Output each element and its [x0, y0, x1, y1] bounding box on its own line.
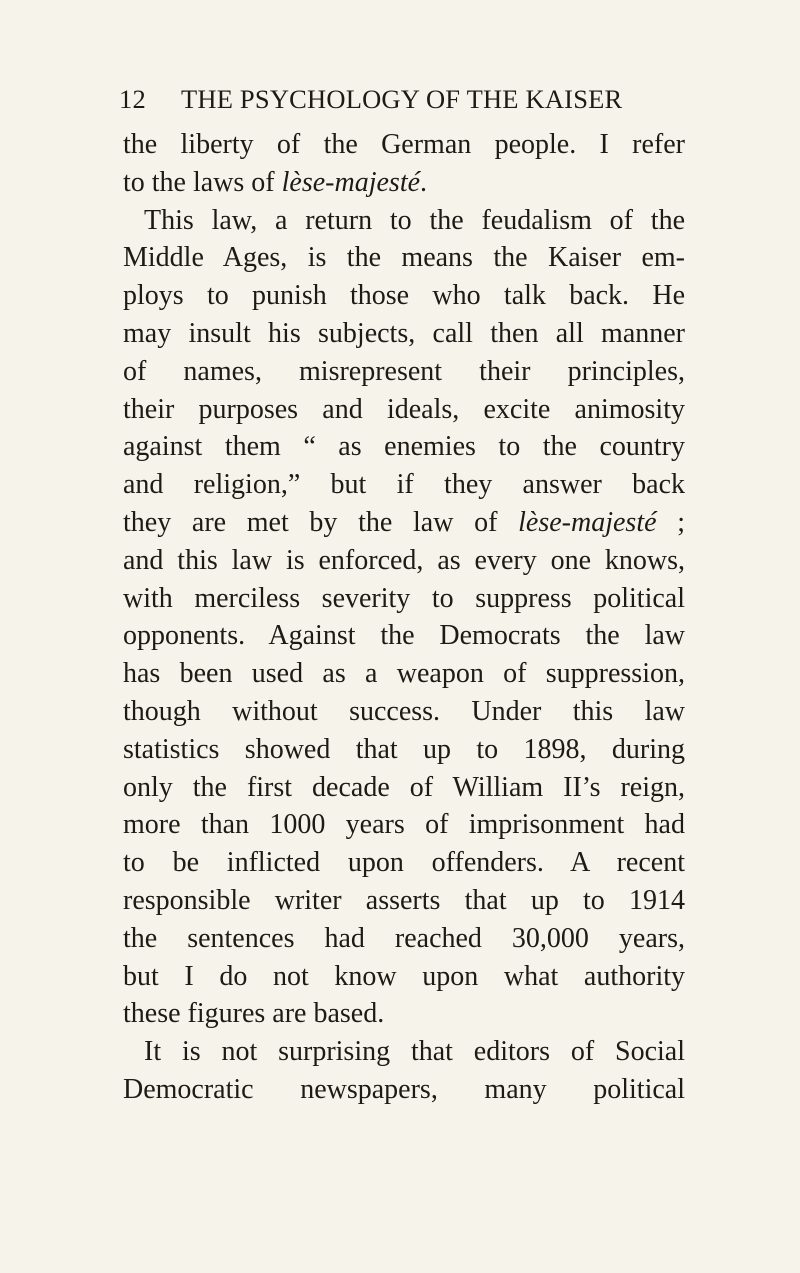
text-line: and this law is enforced, as every one knows, [123, 544, 685, 576]
text-line: the liberty of the German people. I refer [123, 129, 685, 160]
running-head [119, 84, 699, 120]
running-title: THE PSYCHOLOGY OF THE KAISER [181, 84, 623, 114]
text-fragment: they are met by the law of [123, 506, 519, 538]
text-line: and religion,” but if they answer back [123, 469, 685, 501]
text-line: though without success. Under this law [123, 695, 685, 727]
text-line: to be inflicted upon offenders. A recent [123, 847, 685, 879]
page-number: 12 [119, 84, 146, 114]
body-text [123, 126, 685, 1109]
text-line: of names, misrepresent their principles, [123, 355, 685, 387]
text-line: It is not surprising that editors of Social [144, 1036, 685, 1068]
text-line: only the first decade of William II’s reign, [123, 771, 685, 803]
text-fragment: ; [656, 506, 685, 538]
text-line: statistics showed that up to 1898, during [123, 733, 685, 765]
text-line [123, 504, 685, 542]
italic-term: lèse-majesté [281, 166, 421, 198]
text-line: responsible writer asserts that up to 1914 [123, 884, 685, 916]
text-line: may insult his subjects, call then all manner [123, 317, 685, 349]
text-line: these figures are based. [123, 998, 385, 1030]
text-line: with merciless severity to suppress political [123, 582, 685, 614]
text-fragment: . [420, 166, 428, 198]
text-line: This law, a return to the feudalism of the [144, 204, 685, 236]
text-line: Middle Ages, is the means the Kaiser em- [123, 242, 685, 274]
text-line: their purposes and ideals, excite animosity [123, 393, 685, 425]
text-line: opponents. Against the Democrats the law [123, 620, 685, 652]
text-line: Democratic newspapers, many political [123, 1073, 685, 1105]
text-line: against them “ as enemies to the country [123, 431, 685, 463]
text-line: more than 1000 years of imprisonment had [123, 809, 685, 841]
italic-term: lèse-majesté [518, 506, 657, 538]
text-line: has been used as a weapon of suppression, [123, 658, 685, 690]
text-line: but I do not know upon what authority [123, 960, 685, 992]
text-line [123, 164, 685, 202]
text-line: the sentences had reached 30,000 years, [123, 922, 685, 954]
text-line: ploys to punish those who talk back. He [123, 280, 685, 312]
text-fragment: to the laws of [123, 166, 282, 198]
